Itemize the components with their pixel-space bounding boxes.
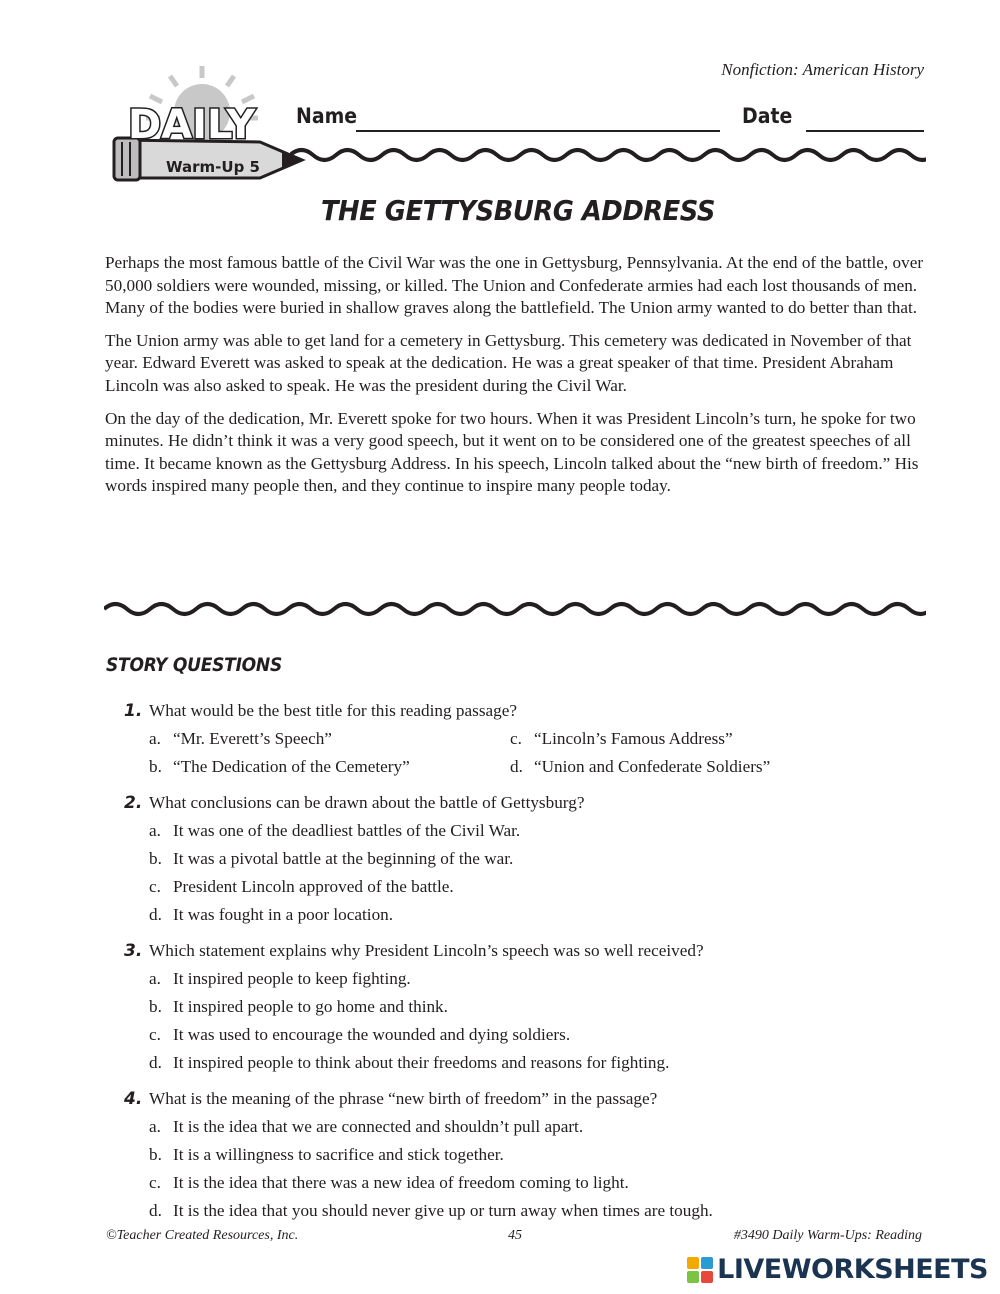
answer-option-a[interactable]: a. It is the idea that we are connected and shouldn’t pull apart. — [149, 1117, 584, 1136]
answer-option-a[interactable]: a. It inspired people to keep fighting. — [149, 969, 411, 988]
answer-option-b[interactable]: b. It was a pivotal battle at the beginning of the war. — [149, 849, 514, 868]
answer-option-a[interactable]: a. It was one of the deadliest battles of the Civil War. — [149, 821, 521, 840]
badge-daily-text: DAILY — [128, 102, 256, 148]
wave-divider-middle — [104, 594, 926, 624]
answer-option-c[interactable]: c. President Lincoln approved of the battle. — [149, 877, 454, 896]
footer-book-title: #3490 Daily Warm-Ups: Reading — [733, 1228, 922, 1243]
story-questions-heading: STORY QUESTIONS — [106, 654, 283, 676]
answer-option-b[interactable]: b. It is a willingness to sacrifice and stick together. — [149, 1145, 504, 1164]
answer-option-c[interactable]: c. It was used to encourage the wounded and dying soldiers. — [149, 1025, 571, 1044]
answer-option-d[interactable]: d. It inspired people to think about their freedoms and reasons for fighting. — [149, 1053, 670, 1072]
passage-paragraph: Perhaps the most famous battle of the Civil War was the one in Gettysburg, Pennsylvania. At the end of the battle, over 50,000 soldiers were wounded, missing, or killed. The Union and Confederate armies had each lost thousands of men. Many of the bodies were buried in shallow graves along the battlefield. The Union army wanted to do better than that. — [105, 253, 924, 318]
name-label: Name — [296, 104, 358, 128]
question-text: What conclusions can be drawn about the battle of Gettysburg? — [149, 793, 585, 812]
question-number: 4. — [124, 1089, 143, 1109]
badge-warmup-text: Warm-Up 5 — [166, 158, 260, 176]
page-title: THE GETTYSBURG ADDRESS — [320, 194, 716, 227]
answer-option-b[interactable]: b. “The Dedication of the Cemetery” — [149, 757, 410, 776]
answer-option-d[interactable]: d. It was fought in a poor location. — [149, 905, 394, 924]
question-number: 2. — [124, 793, 143, 813]
date-label: Date — [742, 104, 793, 128]
date-field[interactable] — [806, 130, 924, 132]
answer-option-b[interactable]: b. It inspired people to go home and think. — [149, 997, 448, 1016]
answer-option-a[interactable]: a. “Mr. Everett’s Speech” — [149, 729, 332, 748]
answer-option-d[interactable]: d. It is the idea that you should never give up or turn away when times are tough. — [149, 1201, 713, 1220]
wave-divider-top — [290, 140, 926, 170]
category-label: Nonfiction: American History — [721, 60, 924, 79]
question-number: 3. — [124, 941, 143, 961]
liveworksheets-logo[interactable] — [687, 1254, 988, 1285]
question-text: What is the meaning of the phrase “new birth of freedom” in the passage? — [149, 1089, 658, 1108]
footer-page-number: 45 — [508, 1228, 522, 1243]
question-number: 1. — [124, 701, 143, 721]
daily-warmup-badge — [110, 62, 310, 192]
liveworksheets-icon — [687, 1257, 713, 1283]
footer-copyright: ©Teacher Created Resources, Inc. — [106, 1228, 299, 1243]
answer-option-c[interactable]: c. It is the idea that there was a new idea of freedom coming to light. — [149, 1173, 629, 1192]
answer-option-c[interactable]: c. “Lincoln’s Famous Address” — [510, 729, 733, 748]
question-text: Which statement explains why President Lincoln’s speech was so well received? — [149, 941, 704, 960]
passage-paragraph: The Union army was able to get land for a cemetery in Gettysburg. This cemetery was dedicated in November of that year. Edward Everett was asked to speak at the dedication. He was a great speaker of that time. President Abraham Lincoln was also asked to speak. He was the president during the Civil War. — [105, 330, 912, 395]
name-field[interactable] — [356, 130, 720, 132]
question-text: What would be the best title for this reading passage? — [149, 701, 517, 720]
answer-option-d[interactable]: d. “Union and Confederate Soldiers” — [510, 757, 771, 776]
passage-paragraph: On the day of the dedication, Mr. Everett spoke for two hours. When it was President Lincoln’s turn, he spoke for two minutes. He didn’t think it was a very good speech, but it went on to be considered one of the greatest speeches of all time. It became known as the Gettysburg Address. In his speech, Lincoln talked about the “new birth of freedom.” His words inspired many people then, and they continue to inspire many people today. — [105, 408, 919, 496]
reading-passage — [105, 252, 925, 508]
liveworksheets-text: LIVEWORKSHEETS — [717, 1254, 988, 1285]
